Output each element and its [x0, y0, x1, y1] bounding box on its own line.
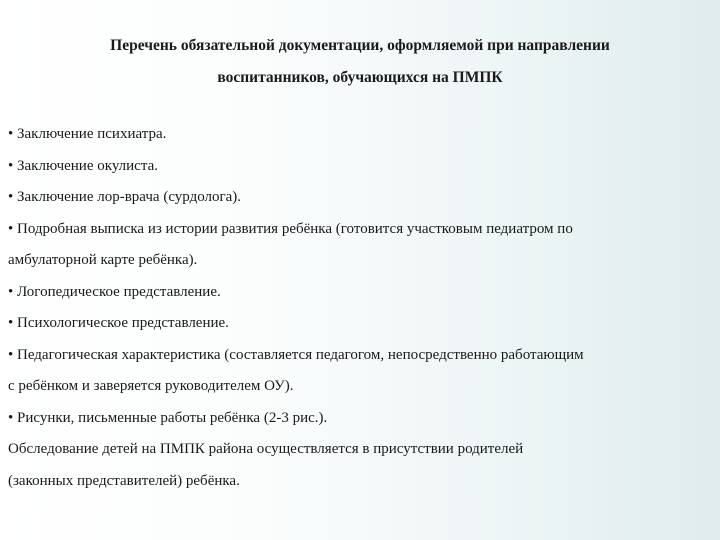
list-item-ent-doctor: • Заключение лор-врача (сурдолога).	[8, 189, 242, 205]
list-item-pedagogical: • Педагогическая характеристика (составляется педагогом, непосредственно работающим	[8, 346, 584, 363]
list-item-psychologist: • Психологическое представление.	[8, 315, 229, 331]
page-title	[0, 30, 720, 94]
list-item-pedagogical-cont: с ребёнком и заверяется руководителем ОУ).	[8, 378, 294, 394]
list-item-ophthalmologist: • Заключение окулиста.	[8, 157, 158, 174]
note-line-2: (законных представителей) ребёнка.	[8, 472, 240, 489]
list-item-drawings: • Рисунки, письменные работы ребёнка (2-3 рис.).	[8, 409, 328, 426]
list-item-medical-extract: • Подробная выписка из истории развития ребёнка (готовится участковым педиатром по	[8, 220, 573, 237]
note-line-1: Обследование детей на ПМПК района осуществляется в присутствии родителей	[8, 441, 524, 457]
document-list	[8, 119, 708, 497]
list-item-medical-extract-cont: амбулаторной карте ребёнка).	[8, 252, 198, 268]
list-item-psychiatrist: • Заключение психиатра.	[8, 126, 167, 142]
title-line-2: воспитанников, обучающихся на ПМПК	[217, 69, 503, 86]
list-item-speech-therapist: • Логопедическое представление.	[8, 283, 221, 300]
title-line-1: Перечень обязательной документации, оформляемой при направлении	[110, 37, 610, 54]
